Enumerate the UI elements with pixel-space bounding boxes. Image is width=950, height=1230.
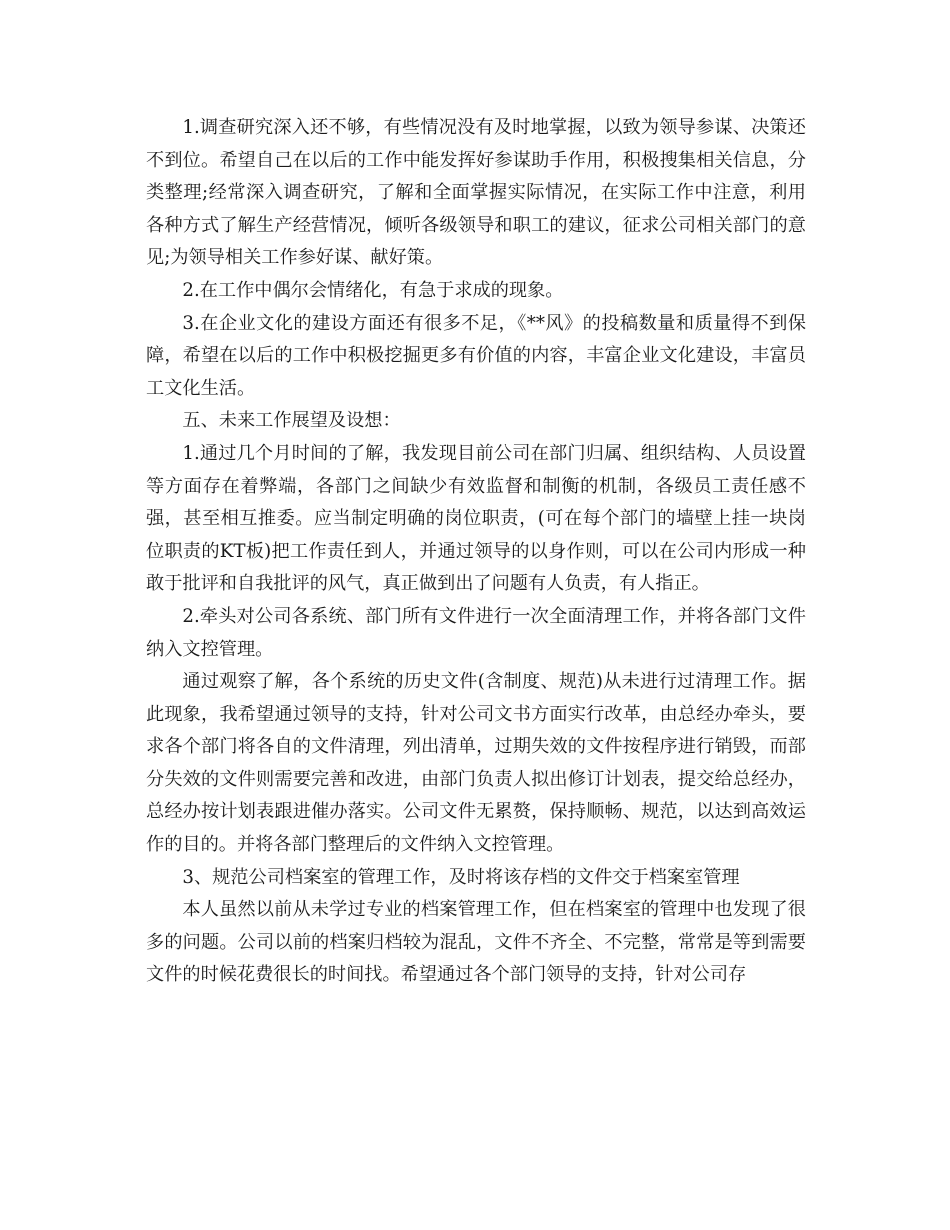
section-heading-future-outlook: 五、未来工作展望及设想： [182,410,401,432]
paragraph-document-cleanup: 2.牵头对公司各系统、部门所有文件进行一次全面清理工作，并将各部门文件纳入文控管理。 [146,605,806,660]
paragraph-culture-shortcoming: 3.在企业文化的建设方面还有很多不足，《**风》的投稿数量和质量得不到保障，希望在以后的工作中积极挖掘更多有价值的内容，丰富企业文化建设，丰富员工文化生活。 [146,312,806,399]
paragraph-research-shortcoming: 1.调查研究深入还不够，有些情况没有及时地掌握，以致为领导参谋、决策还不到位。希望自己在以后的工作中能发挥好参谋助手作用，积极搜集相关信息，分类整理;经常深入调查研究，了解和全面掌握实际情况，在实际工作中注意，利用各种方式了解生产经营情况，倾听各级领导和职工的建议，征求公司相关部门的意见;为领导相关工作参好谋、献好策。 [146,117,806,269]
paragraph-archive-management: 3、规范公司档案室的管理工作，及时将该存档的文件交于档案室管理 [182,866,740,888]
paragraph-archive-problems: 本人虽然以前从未学过专业的档案管理工作，但在档案室的管理中也发现了很多的问题。公司以前的档案归档较为混乱，文件不齐全、不完整，常常是等到需要文件的时候花费很长的时间找。希望通过各个部门领导的支持，针对公司存 [146,899,806,986]
paragraph-emotional-shortcoming: 2.在工作中偶尔会情绪化，有急于求成的现象。 [182,279,564,301]
paragraph-observation-reform: 通过观察了解，各个系统的历史文件(含制度、规范)从未进行过清理工作。据此现象，我希望通过领导的支持，针对公司文书方面实行改革，由总经办牵头，要求各个部门将各自的文件清理，列出清单，过期失效的文件按程序进行销毁，而部分失效的文件则需要完善和改进，由部门负责人拟出修订计划表，提交给总经办，总经办按计划表跟进催办落实。公司文件无累赘，保持顺畅、规范，以达到高效运作的目的。并将各部门整理后的文件纳入文控管理。 [146,671,806,856]
document-body [146,112,806,992]
paragraph-job-responsibility: 1.通过几个月时间的了解，我发现目前公司在部门归属、组织结构、人员设置等方面存在着弊端，各部门之间缺少有效监督和制衡的机制，各级员工责任感不强，甚至相互推委。应当制定明确的岗位职责，(可在每个部门的墙壁上挂一块岗位职责的KT板)把工作责任到人，并通过领导的以身作则，可以在公司内形成一种敢于批评和自我批评的风气，真正做到出了问题有人负责，有人指正。 [146,442,806,595]
